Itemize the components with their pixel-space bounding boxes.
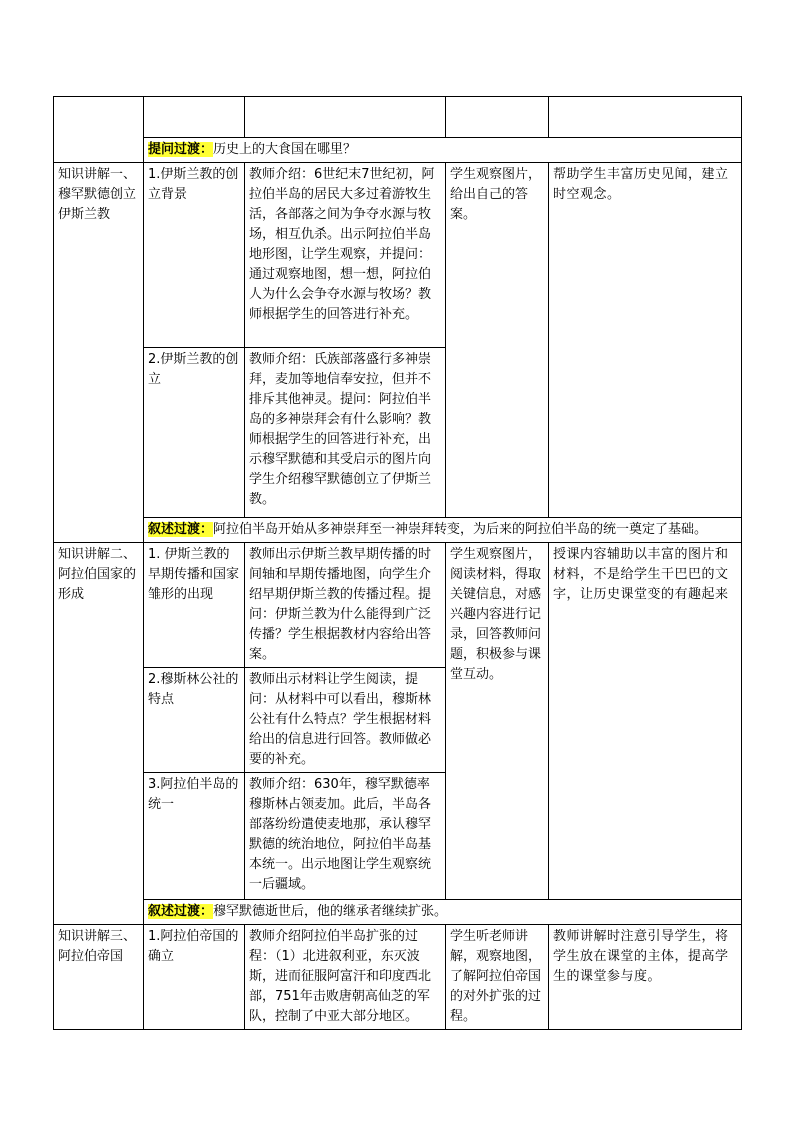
- teacher-activity: 教师出示材料让学生阅读，提问：从材料中可以看出，穆斯林公社有什么特点？学生根据材料给出的信息进行回答。教师做必要的补充。: [245, 668, 446, 773]
- empty-cell: [144, 97, 245, 138]
- transition-cell: [144, 138, 742, 163]
- topic-cell: 1.伊斯兰教的创立背景: [144, 163, 245, 348]
- table-row: [54, 163, 742, 348]
- section-title: 知识讲解三、阿拉伯帝国: [54, 925, 144, 1030]
- transition-row: [54, 138, 742, 163]
- empty-cell: [549, 97, 742, 138]
- design-purpose: 教师讲解时注意引导学生，将学生放在课堂的主体，提高学生的课堂参与度。: [549, 925, 742, 1030]
- transition-row: [54, 518, 742, 543]
- transition-label: 提问过渡：: [148, 142, 214, 157]
- transition-row: [54, 900, 742, 925]
- student-activity: 学生观察图片，给出自己的答案。: [446, 163, 549, 518]
- teacher-activity: 教师介绍：氏族部落盛行多神崇拜，麦加等地信奉安拉，但并不排斥其他神灵。提问：阿拉伯半岛的多神崇拜会有什么影响？教师根据学生的回答进行补充，出示穆罕默德和其受启示的图片向学生介绍穆罕默德创立了伊斯兰教。: [245, 348, 446, 518]
- design-purpose: 授课内容辅助以丰富的图片和材料，不是给学生干巴巴的文字，让历史课堂变的有趣起来: [549, 543, 742, 900]
- transition-cell: [144, 900, 742, 925]
- teacher-activity: 教师出示伊斯兰教早期传播的时间轴和早期传播地图，向学生介绍早期伊斯兰教的传播过程。提问：伊斯兰教为什么能得到广泛传播？学生根据教材内容给出答案。: [245, 543, 446, 668]
- lesson-plan-table: [53, 96, 742, 1030]
- transition-label: 叙述过渡：: [148, 522, 214, 537]
- section-title: 知识讲解二、阿拉伯国家的形成: [54, 543, 144, 925]
- table-row: [54, 925, 742, 1030]
- transition-label: 叙述过渡：: [148, 904, 214, 919]
- topic-cell: 1. 伊斯兰教的早期传播和国家雏形的出现: [144, 543, 245, 668]
- empty-cell: [245, 97, 446, 138]
- topic-cell: 1.阿拉伯帝国的确立: [144, 925, 245, 1030]
- transition-cell: [144, 518, 742, 543]
- transition-text: 穆罕默德逝世后，他的继承者继续扩张。: [213, 904, 448, 919]
- topic-cell: 2.伊斯兰教的创立: [144, 348, 245, 518]
- teacher-activity: 教师介绍阿拉伯半岛扩张的过程：（1）北进叙利亚，东灭波斯，进而征服阿富汗和印度西北部，751年击败唐朝高仙芝的军队，控制了中亚大部分地区。: [245, 925, 446, 1030]
- student-activity: 学生观察图片，阅读材料，得取关键信息，对感兴趣内容进行记录，回答教师问题，积极参与课堂互动。: [446, 543, 549, 900]
- table-row: [54, 543, 742, 668]
- empty-cell: [446, 97, 549, 138]
- transition-text: 阿拉伯半岛开始从多神崇拜至一神崇拜转变，为后来的阿拉伯半岛的统一奠定了基础。: [213, 522, 708, 537]
- empty-cell: [54, 97, 144, 163]
- transition-text: 历史上的大食国在哪里？: [213, 142, 357, 157]
- section-title: 知识讲解一、穆罕默德创立伊斯兰教: [54, 163, 144, 543]
- topic-cell: 3.阿拉伯半岛的统一: [144, 773, 245, 900]
- topic-cell: 2.穆斯林公社的特点: [144, 668, 245, 773]
- teacher-activity: 教师介绍：6世纪末7世纪初，阿拉伯半岛的居民大多过着游牧生活，各部落之间为争夺水源与牧场，相互仇杀。出示阿拉伯半岛地形图，让学生观察，并提问：通过观察地图，想一想，阿拉伯人为什么会争夺水源与牧场？教师根据学生的回答进行补充。: [245, 163, 446, 348]
- continued-top-row: [54, 97, 742, 138]
- teacher-activity: 教师介绍：630年，穆罕默德率穆斯林占领麦加。此后，半岛各部落纷纷遣使麦地那，承认穆罕默德的统治地位，阿拉伯半岛基本统一。出示地图让学生观察统一后疆域。: [245, 773, 446, 900]
- student-activity: 学生听老师讲解，观察地图，了解阿拉伯帝国的对外扩张的过程。: [446, 925, 549, 1030]
- design-purpose: 帮助学生丰富历史见闻，建立时空观念。: [549, 163, 742, 518]
